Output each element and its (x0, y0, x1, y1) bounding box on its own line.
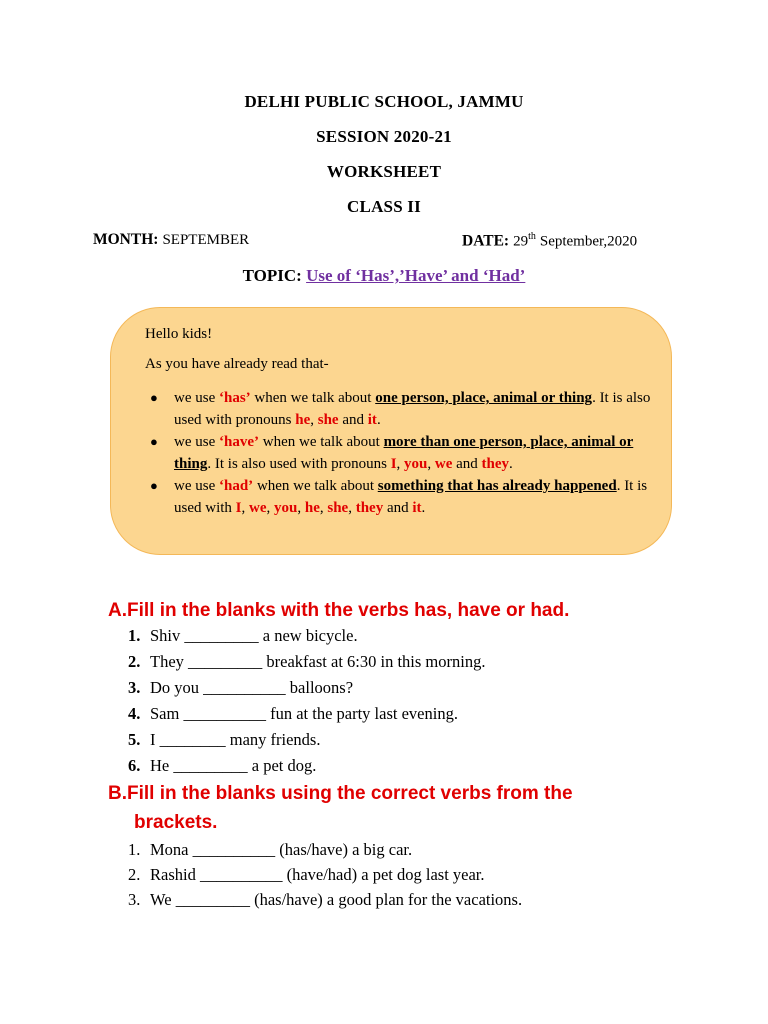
topic-value: Use of ‘Has’,’Have’ and ‘Had’ (306, 266, 526, 285)
topic-label: TOPIC: (242, 266, 302, 285)
bullet-sep: , (310, 412, 318, 428)
item-text: Rashid __________ (have/had) a pet dog last year. (150, 865, 485, 884)
date-suffix: th (528, 231, 536, 242)
bullet-text: . It is also used with pronouns (207, 456, 391, 472)
bullet-pronoun: I (235, 500, 242, 516)
bullet-text: . It is used with (174, 478, 648, 516)
item-number: 2. (128, 652, 141, 671)
list-item (128, 840, 412, 860)
session-title: SESSION 2020-21 (316, 127, 452, 146)
bullet-pronoun: he (295, 412, 311, 428)
item-text: Sam __________ fun at the party last evening. (150, 704, 458, 723)
list-item (128, 704, 458, 724)
bullet-text: . It is also used with pronouns (174, 390, 651, 428)
bullet-sep: , (396, 456, 405, 472)
bullet-pronoun: it (412, 500, 422, 516)
note-bullet-had (150, 475, 670, 519)
bullet-pronoun: we (249, 500, 267, 516)
list-item (128, 678, 353, 698)
bullet-sep: and (338, 412, 368, 428)
bullet-verb: ‘have’ (219, 434, 259, 450)
item-text: Shiv _________ a new bicycle. (150, 626, 358, 645)
list-item (128, 865, 485, 885)
month-value: SEPTEMBER (162, 232, 250, 248)
list-item (128, 890, 522, 910)
bullet-emphasis: more than one person, place, animal or thing (174, 434, 634, 472)
item-number: 2. (128, 865, 141, 884)
bullet-pronoun: you (274, 500, 298, 516)
item-text: He _________ a pet dog. (150, 756, 317, 775)
bullet-pronoun: I (390, 456, 397, 472)
item-text: We _________ (has/have) a good plan for the vacations. (150, 890, 523, 909)
item-number: 1. (128, 840, 141, 859)
note-bullet-list (150, 387, 670, 519)
note-greeting: Hello kids! (145, 326, 213, 342)
item-number: 3. (128, 678, 141, 697)
bullet-sep: . (376, 412, 381, 428)
month-label: MONTH: (93, 231, 159, 248)
date-label: DATE: (462, 232, 510, 250)
bullet-sep: , (427, 456, 435, 472)
bullet-pronoun: you (404, 456, 428, 472)
item-text: Mona __________ (has/have) a big car. (150, 840, 413, 859)
date-row (462, 231, 637, 250)
bullet-dot-icon: ● (150, 390, 158, 405)
item-number: 4. (128, 704, 141, 723)
item-number: 1. (128, 626, 141, 645)
bullet-text: when we talk about (259, 434, 384, 450)
bullet-pronoun: it (367, 412, 377, 428)
bullet-text: we use (174, 390, 219, 406)
item-number: 3. (128, 890, 141, 909)
bullet-sep: , (266, 500, 275, 516)
bullet-sep: , (241, 500, 250, 516)
bullet-sep: and (383, 500, 413, 516)
section-b-heading-cont: brackets. (134, 812, 218, 833)
bullet-verb: ‘has’ (219, 390, 251, 406)
item-text: They _________ breakfast at 6:30 in this morning. (150, 652, 486, 671)
note-bullet-has (150, 387, 670, 431)
list-item (128, 626, 358, 646)
bullet-text: when we talk about (253, 478, 378, 494)
bullet-sep: , (348, 500, 356, 516)
bullet-sep: . (509, 456, 513, 472)
bullet-verb: ‘had’ (219, 478, 254, 494)
list-item (128, 730, 320, 750)
bullet-dot-icon: ● (150, 478, 158, 493)
bullet-pronoun: he (304, 500, 320, 516)
bullet-text: we use (174, 478, 219, 494)
note-intro: As you have already read that- (145, 356, 329, 372)
school-name: DELHI PUBLIC SCHOOL, JAMMU (244, 92, 524, 111)
bullet-pronoun: she (317, 412, 339, 428)
bullet-pronoun: they (481, 456, 510, 472)
month-row (93, 231, 249, 249)
bullet-text: when we talk about (250, 390, 376, 406)
item-number: 6. (128, 756, 141, 775)
doc-type: WORKSHEET (326, 162, 442, 181)
bullet-sep: , (319, 500, 328, 516)
date-rest: September,2020 (539, 233, 638, 250)
bullet-pronoun: she (327, 500, 349, 516)
bullet-pronoun: they (355, 500, 384, 516)
list-item (128, 756, 316, 776)
bullet-sep: , (297, 500, 305, 516)
list-item (128, 652, 485, 672)
item-text: I ________ many friends. (150, 730, 321, 749)
date-day: 29 (513, 233, 529, 250)
bullet-emphasis: one person, place, animal or thing (375, 390, 593, 406)
topic-line (0, 266, 768, 286)
bullet-pronoun: we (434, 456, 453, 472)
note-bullet-have (150, 431, 670, 475)
item-number: 5. (128, 730, 141, 749)
bullet-emphasis: something that has already happened (377, 478, 617, 494)
section-a-heading: A.Fill in the blanks with the verbs has, have or had. (108, 600, 570, 621)
bullet-sep: and (452, 456, 482, 472)
item-text: Do you __________ balloons? (150, 678, 354, 697)
class-title: CLASS II (347, 197, 421, 216)
bullet-dot-icon: ● (150, 434, 158, 449)
bullet-sep: . (421, 500, 426, 516)
section-b-heading: B.Fill in the blanks using the correct verbs from the (108, 783, 573, 804)
bullet-text: we use (174, 434, 219, 450)
